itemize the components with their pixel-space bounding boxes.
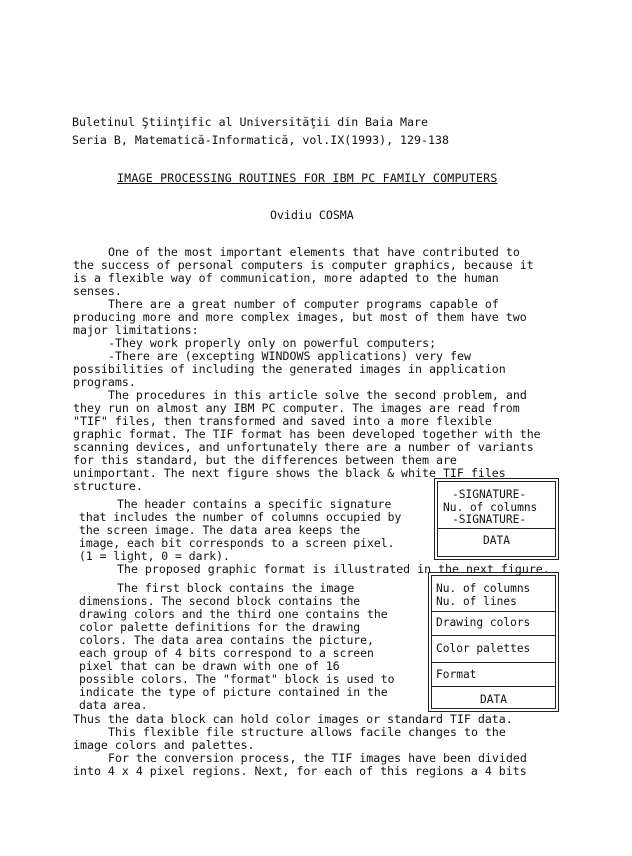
figure-2-format: Format bbox=[436, 668, 477, 681]
paragraph-3-line: unimportant. The next figure shows the black & white TIF files bbox=[73, 466, 506, 480]
paragraph-4-line: that includes the number of columns occupied by bbox=[79, 510, 402, 524]
paragraph-2-line: major limitations: bbox=[73, 323, 199, 337]
paper-title: IMAGE PROCESSING ROUTINES FOR IBM PC FAMILY COMPUTERS bbox=[117, 171, 498, 185]
paragraph-2-line: producing more and more complex images, but most of them have two bbox=[73, 310, 527, 324]
limitation-2-line: possibilities of including the generated images in application bbox=[73, 362, 506, 376]
limitation-2-line: programs. bbox=[73, 375, 136, 389]
paragraph-3-line: for this standard, but the differences between them are bbox=[73, 453, 457, 467]
paragraph-6-line: pixel that can be drawn with one of 16 bbox=[79, 659, 340, 673]
figure-2-drawing-colors: Drawing colors bbox=[436, 616, 531, 629]
paragraph-6-line: indicate the type of picture contained in the bbox=[79, 685, 388, 699]
paragraph-6-line: data area. bbox=[79, 698, 148, 712]
paragraph-1-line: the success of personal computers is computer graphics, because it bbox=[73, 258, 534, 272]
proposed-format-figure bbox=[431, 575, 556, 709]
figure-2-divider bbox=[432, 686, 555, 687]
paragraph-1-line: senses. bbox=[73, 284, 122, 298]
paragraph-3-line: graphic format. The TIF format has been developed together with the bbox=[73, 427, 541, 441]
limitation-2-line: -There are (excepting WINDOWS applications) very few bbox=[108, 349, 471, 363]
journal-name: Buletinul Ştiinţific al Universităţii din Baia Mare bbox=[72, 115, 428, 129]
paragraph-6-line: The first block contains the image bbox=[117, 581, 355, 595]
paragraph-6-line: drawing colors and the third one contains the bbox=[79, 607, 388, 621]
paragraph-9-line: For the conversion process, the TIF images have been divided bbox=[108, 751, 527, 765]
paragraph-4-line: The header contains a specific signature bbox=[117, 497, 392, 511]
figure-1-columns: Nu. of columns bbox=[443, 501, 538, 514]
paragraph-6-line: colors. The data area contains the picture, bbox=[79, 633, 374, 647]
figure-2-lines: Nu. of lines bbox=[436, 595, 517, 608]
paragraph-3-line: scanning devices, and unfortunately there are a number of variants bbox=[73, 440, 534, 454]
figure-1-signature-top: -SIGNATURE- bbox=[452, 488, 527, 501]
paragraph-8-line: image colors and palettes. bbox=[73, 738, 255, 752]
paragraph-8-line: This flexible file structure allows facile changes to the bbox=[108, 725, 506, 739]
figure-2-divider bbox=[432, 635, 555, 636]
paragraph-5: The proposed graphic format is illustrated in the next figure. bbox=[117, 562, 550, 576]
author: Ovidiu COSMA bbox=[270, 208, 354, 222]
paragraph-7: Thus the data block can hold color images or standard TIF data. bbox=[73, 712, 513, 726]
paragraph-4-line: image, each bit corresponds to a screen pixel. bbox=[79, 536, 395, 550]
paragraph-6-line: possible colors. The "format" block is used to bbox=[79, 672, 395, 686]
paragraph-1-line: One of the most important elements that have contributed to bbox=[108, 245, 520, 259]
paragraph-3-line: they run on almost any IBM PC computer. The images are read from bbox=[73, 401, 520, 415]
figure-2-divider bbox=[432, 611, 555, 612]
paragraph-1-line: is a flexible way of communication, more adapted to the human bbox=[73, 271, 499, 285]
paragraph-6-line: dimensions. The second block contains the bbox=[79, 594, 361, 608]
paragraph-3-line: "TIF" files, then transformed and saved into a more flexible bbox=[73, 414, 492, 428]
paragraph-4-line: the screen image. The data area keeps the bbox=[79, 523, 361, 537]
figure-2-data: DATA bbox=[480, 693, 507, 706]
paragraph-6-line: each group of 4 bits correspond to a screen bbox=[79, 646, 374, 660]
figure-1-divider bbox=[438, 528, 555, 529]
journal-series: Seria B, Matematică-Informatică, vol.IX(1993), 129-138 bbox=[72, 133, 449, 147]
paragraph-2-line: There are a great number of computer programs capable of bbox=[108, 297, 499, 311]
figure-2-columns: Nu. of columns bbox=[436, 582, 531, 595]
paragraph-3-line: The procedures in this article solve the second problem, and bbox=[108, 388, 527, 402]
paragraph-4-line: (1 = light, 0 = dark). bbox=[79, 549, 230, 563]
figure-1-data: DATA bbox=[483, 534, 510, 547]
paragraph-6-line: color palette definitions for the drawing bbox=[79, 620, 361, 634]
figure-2-divider bbox=[432, 662, 555, 663]
paragraph-9-line: into 4 x 4 pixel regions. Next, for each of this regions a 4 bits bbox=[73, 764, 527, 778]
figure-1-signature-bottom: -SIGNATURE- bbox=[452, 513, 527, 526]
limitation-1: -They work properly only on powerful computers; bbox=[108, 336, 437, 350]
figure-2-color-palettes: Color palettes bbox=[436, 642, 531, 655]
tif-structure-figure bbox=[437, 481, 556, 557]
paragraph-3-line: structure. bbox=[73, 479, 143, 493]
